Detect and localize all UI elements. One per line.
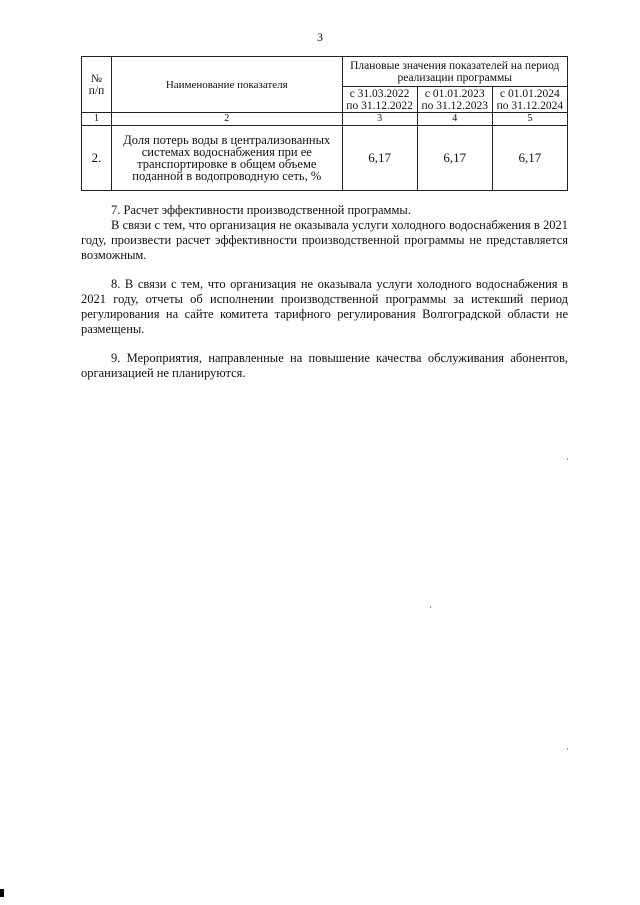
scan-speck xyxy=(567,748,568,750)
index-cell: 2 xyxy=(112,113,342,126)
index-cell: 1 xyxy=(82,113,112,126)
index-cell: 3 xyxy=(342,113,417,126)
scan-speck xyxy=(567,458,568,460)
header-period-group: Плановые значения показателей на период реализации программы xyxy=(342,57,568,87)
section-7 xyxy=(81,203,568,263)
indicator-name: Доля потерь воды в централизованных системах водоснабжения при ее транспортировке в общем объеме поданной в водопроводную сеть, % xyxy=(112,126,342,191)
section-9-body: 9. Мероприятия, направленные на повышение качества обслуживания абонентов, организацией не планируются. xyxy=(81,351,568,380)
indicator-value: 6,17 xyxy=(492,126,567,191)
indicators-table xyxy=(81,56,568,191)
table-index-row xyxy=(82,113,568,126)
index-cell: 4 xyxy=(417,113,492,126)
section-7-body: В связи с тем, что организация не оказывала услуги холодного водоснабжения в 2021 году, произвести расчет эффективности производственной программы не представляется возможным. xyxy=(81,218,568,262)
header-period: с 31.03.2022 по 31.12.2022 xyxy=(342,87,417,113)
table-row xyxy=(82,126,568,191)
section-9 xyxy=(81,351,568,381)
header-num: № п/п xyxy=(82,57,112,113)
indicator-value: 6,17 xyxy=(342,126,417,191)
indicator-value: 6,17 xyxy=(417,126,492,191)
table-header-row xyxy=(82,57,568,87)
section-8-body: 8. В связи с тем, что организация не оказывала услуги холодного водоснабжения в 2021 году, отчеты об исполнении производственной программы за истекший период регулирования на сайте комитета тарифного регулирования Волгоградской области не размещены. xyxy=(81,277,568,336)
section-7-title: 7. Расчет эффективности производственной программы. xyxy=(111,203,411,217)
row-number: 2. xyxy=(82,126,112,191)
scan-edge-mark xyxy=(0,889,4,897)
index-cell: 5 xyxy=(492,113,567,126)
header-name: Наименование показателя xyxy=(112,57,342,113)
header-period: с 01.01.2023 по 31.12.2023 xyxy=(417,87,492,113)
header-period: с 01.01.2024 по 31.12.2024 xyxy=(492,87,567,113)
page-number: 3 xyxy=(317,30,323,44)
section-8 xyxy=(81,277,568,337)
scan-speck xyxy=(430,606,431,608)
